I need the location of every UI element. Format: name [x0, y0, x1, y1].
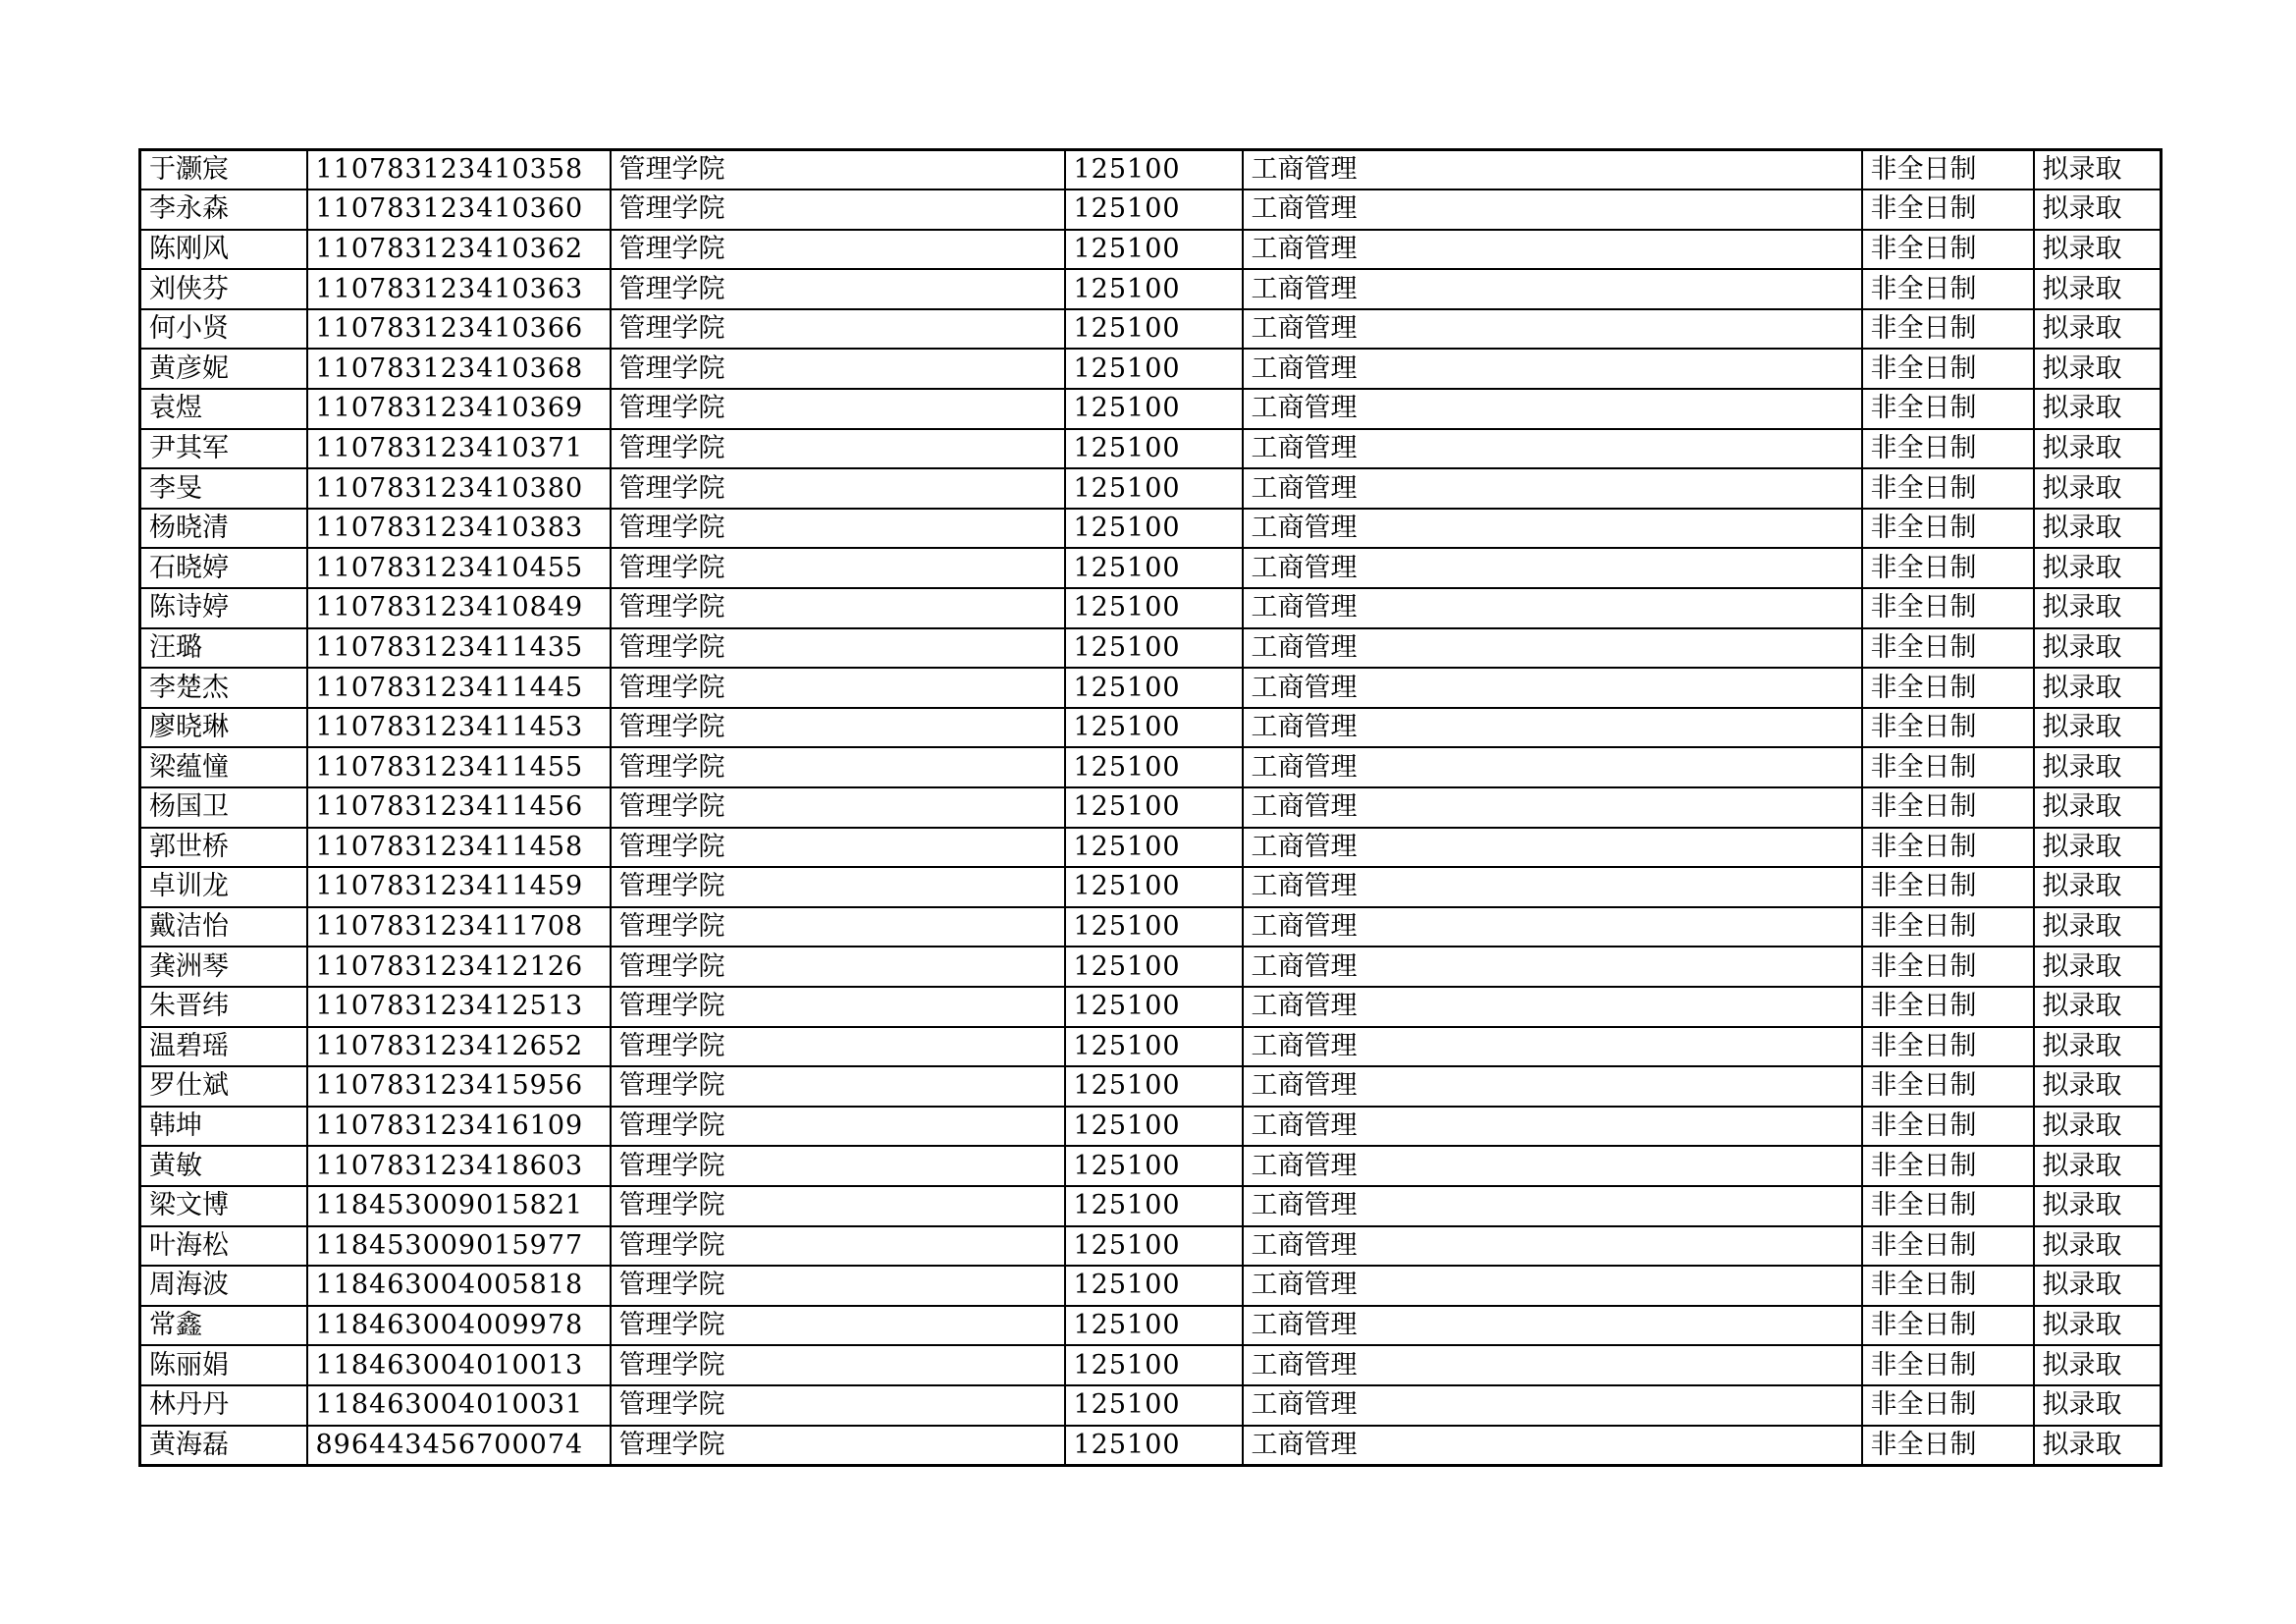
exam-id-cell: 110783123410366 [307, 309, 611, 350]
admission-status-cell: 拟录取 [2034, 1266, 2162, 1306]
major-code-cell: 125100 [1065, 309, 1243, 350]
major-name-cell: 工商管理 [1243, 309, 1862, 350]
student-name-cell: 陈丽娟 [140, 1345, 307, 1385]
exam-id-cell: 110783123410368 [307, 349, 611, 389]
exam-id-cell: 118453009015977 [307, 1226, 611, 1267]
exam-id-cell: 110783123411435 [307, 628, 611, 669]
study-mode-cell: 非全日制 [1862, 747, 2034, 787]
exam-id-cell: 110783123411456 [307, 787, 611, 828]
table-row [140, 1186, 2162, 1226]
school-cell: 管理学院 [611, 747, 1065, 787]
table-row [140, 1306, 2162, 1346]
major-code-cell: 125100 [1065, 548, 1243, 588]
major-code-cell: 125100 [1065, 230, 1243, 270]
school-cell: 管理学院 [611, 907, 1065, 947]
table-row [140, 1066, 2162, 1107]
major-code-cell: 125100 [1065, 588, 1243, 628]
table-row [140, 787, 2162, 828]
table-row [140, 468, 2162, 509]
student-name-cell: 于灏宸 [140, 150, 307, 190]
admission-status-cell: 拟录取 [2034, 1426, 2162, 1466]
exam-id-cell: 110783123410383 [307, 509, 611, 549]
study-mode-cell: 非全日制 [1862, 1385, 2034, 1426]
study-mode-cell: 非全日制 [1862, 1186, 2034, 1226]
student-name-cell: 石晓婷 [140, 548, 307, 588]
major-name-cell: 工商管理 [1243, 867, 1862, 907]
exam-id-cell: 110783123411459 [307, 867, 611, 907]
study-mode-cell: 非全日制 [1862, 947, 2034, 987]
major-code-cell: 125100 [1065, 708, 1243, 748]
study-mode-cell: 非全日制 [1862, 269, 2034, 309]
exam-id-cell: 110783123410360 [307, 189, 611, 230]
school-cell: 管理学院 [611, 708, 1065, 748]
school-cell: 管理学院 [611, 1266, 1065, 1306]
exam-id-cell: 110783123410362 [307, 230, 611, 270]
major-name-cell: 工商管理 [1243, 1345, 1862, 1385]
major-code-cell: 125100 [1065, 787, 1243, 828]
table-row [140, 1426, 2162, 1466]
major-name-cell: 工商管理 [1243, 1306, 1862, 1346]
major-code-cell: 125100 [1065, 1266, 1243, 1306]
major-code-cell: 125100 [1065, 1146, 1243, 1186]
major-name-cell: 工商管理 [1243, 1066, 1862, 1107]
exam-id-cell: 110783123415956 [307, 1066, 611, 1107]
admission-status-cell: 拟录取 [2034, 867, 2162, 907]
student-name-cell: 梁蕴憧 [140, 747, 307, 787]
study-mode-cell: 非全日制 [1862, 907, 2034, 947]
exam-id-cell: 110783123411453 [307, 708, 611, 748]
major-name-cell: 工商管理 [1243, 1385, 1862, 1426]
major-code-cell: 125100 [1065, 349, 1243, 389]
school-cell: 管理学院 [611, 1385, 1065, 1426]
study-mode-cell: 非全日制 [1862, 1345, 2034, 1385]
student-name-cell: 李楚杰 [140, 668, 307, 708]
major-code-cell: 125100 [1065, 389, 1243, 429]
student-name-cell: 朱晋纬 [140, 987, 307, 1027]
student-name-cell: 汪璐 [140, 628, 307, 669]
school-cell: 管理学院 [611, 668, 1065, 708]
study-mode-cell: 非全日制 [1862, 1146, 2034, 1186]
major-code-cell: 125100 [1065, 509, 1243, 549]
major-name-cell: 工商管理 [1243, 747, 1862, 787]
admission-status-cell: 拟录取 [2034, 309, 2162, 350]
table-row [140, 389, 2162, 429]
major-name-cell: 工商管理 [1243, 468, 1862, 509]
study-mode-cell: 非全日制 [1862, 1066, 2034, 1107]
admission-status-cell: 拟录取 [2034, 668, 2162, 708]
school-cell: 管理学院 [611, 1345, 1065, 1385]
admission-status-cell: 拟录取 [2034, 1306, 2162, 1346]
study-mode-cell: 非全日制 [1862, 230, 2034, 270]
student-name-cell: 黄海磊 [140, 1426, 307, 1466]
school-cell: 管理学院 [611, 1027, 1065, 1067]
student-name-cell: 李永森 [140, 189, 307, 230]
table-row [140, 1266, 2162, 1306]
school-cell: 管理学院 [611, 947, 1065, 987]
school-cell: 管理学院 [611, 269, 1065, 309]
admission-status-cell: 拟录取 [2034, 708, 2162, 748]
admission-status-cell: 拟录取 [2034, 1146, 2162, 1186]
study-mode-cell: 非全日制 [1862, 1027, 2034, 1067]
exam-id-cell: 110783123412513 [307, 987, 611, 1027]
major-code-cell: 125100 [1065, 747, 1243, 787]
student-name-cell: 杨晓清 [140, 509, 307, 549]
admission-status-cell: 拟录取 [2034, 907, 2162, 947]
study-mode-cell: 非全日制 [1862, 468, 2034, 509]
table-row [140, 907, 2162, 947]
study-mode-cell: 非全日制 [1862, 349, 2034, 389]
major-code-cell: 125100 [1065, 1426, 1243, 1466]
major-name-cell: 工商管理 [1243, 509, 1862, 549]
study-mode-cell: 非全日制 [1862, 787, 2034, 828]
admission-status-cell: 拟录取 [2034, 1107, 2162, 1147]
study-mode-cell: 非全日制 [1862, 389, 2034, 429]
major-name-cell: 工商管理 [1243, 1027, 1862, 1067]
school-cell: 管理学院 [611, 509, 1065, 549]
admission-status-cell: 拟录取 [2034, 1345, 2162, 1385]
study-mode-cell: 非全日制 [1862, 1426, 2034, 1466]
admission-status-cell: 拟录取 [2034, 349, 2162, 389]
major-name-cell: 工商管理 [1243, 150, 1862, 190]
student-name-cell: 罗仕斌 [140, 1066, 307, 1107]
admission-status-cell: 拟录取 [2034, 747, 2162, 787]
admission-status-cell: 拟录取 [2034, 389, 2162, 429]
table-row [140, 230, 2162, 270]
major-code-cell: 125100 [1065, 150, 1243, 190]
table-body [140, 150, 2162, 1466]
major-name-cell: 工商管理 [1243, 269, 1862, 309]
school-cell: 管理学院 [611, 150, 1065, 190]
student-name-cell: 李旻 [140, 468, 307, 509]
school-cell: 管理学院 [611, 787, 1065, 828]
table-row [140, 309, 2162, 350]
school-cell: 管理学院 [611, 468, 1065, 509]
major-name-cell: 工商管理 [1243, 1186, 1862, 1226]
student-name-cell: 尹其军 [140, 429, 307, 469]
major-name-cell: 工商管理 [1243, 230, 1862, 270]
school-cell: 管理学院 [611, 628, 1065, 669]
major-name-cell: 工商管理 [1243, 828, 1862, 868]
student-name-cell: 陈刚风 [140, 230, 307, 270]
admission-status-cell: 拟录取 [2034, 1027, 2162, 1067]
student-name-cell: 郭世桥 [140, 828, 307, 868]
major-code-cell: 125100 [1065, 947, 1243, 987]
exam-id-cell: 110783123410363 [307, 269, 611, 309]
admission-status-cell: 拟录取 [2034, 947, 2162, 987]
student-name-cell: 刘侠芬 [140, 269, 307, 309]
study-mode-cell: 非全日制 [1862, 828, 2034, 868]
student-name-cell: 林丹丹 [140, 1385, 307, 1426]
exam-id-cell: 118463004005818 [307, 1266, 611, 1306]
school-cell: 管理学院 [611, 189, 1065, 230]
table-row [140, 269, 2162, 309]
study-mode-cell: 非全日制 [1862, 429, 2034, 469]
study-mode-cell: 非全日制 [1862, 1107, 2034, 1147]
admission-status-cell: 拟录取 [2034, 548, 2162, 588]
admission-status-cell: 拟录取 [2034, 1385, 2162, 1426]
exam-id-cell: 110783123416109 [307, 1107, 611, 1147]
table-row [140, 947, 2162, 987]
table-row [140, 708, 2162, 748]
table-row [140, 349, 2162, 389]
exam-id-cell: 118463004009978 [307, 1306, 611, 1346]
exam-id-cell: 110783123410380 [307, 468, 611, 509]
admission-status-cell: 拟录取 [2034, 1066, 2162, 1107]
student-name-cell: 周海波 [140, 1266, 307, 1306]
table-row [140, 628, 2162, 669]
student-name-cell: 韩坤 [140, 1107, 307, 1147]
exam-id-cell: 110783123410371 [307, 429, 611, 469]
student-name-cell: 温碧瑶 [140, 1027, 307, 1067]
table-row [140, 1226, 2162, 1267]
major-name-cell: 工商管理 [1243, 708, 1862, 748]
student-name-cell: 叶海松 [140, 1226, 307, 1267]
exam-id-cell: 110783123410358 [307, 150, 611, 190]
study-mode-cell: 非全日制 [1862, 548, 2034, 588]
admission-status-cell: 拟录取 [2034, 787, 2162, 828]
table-row [140, 828, 2162, 868]
table-row [140, 1107, 2162, 1147]
major-name-cell: 工商管理 [1243, 1426, 1862, 1466]
table-row [140, 867, 2162, 907]
exam-id-cell: 110783123411458 [307, 828, 611, 868]
admission-status-cell: 拟录取 [2034, 468, 2162, 509]
student-name-cell: 常鑫 [140, 1306, 307, 1346]
admission-status-cell: 拟录取 [2034, 509, 2162, 549]
student-name-cell: 龚洲琴 [140, 947, 307, 987]
student-name-cell: 何小贤 [140, 309, 307, 350]
exam-id-cell: 118463004010013 [307, 1345, 611, 1385]
study-mode-cell: 非全日制 [1862, 309, 2034, 350]
student-name-cell: 戴洁怡 [140, 907, 307, 947]
major-name-cell: 工商管理 [1243, 668, 1862, 708]
admission-status-cell: 拟录取 [2034, 987, 2162, 1027]
major-name-cell: 工商管理 [1243, 548, 1862, 588]
table-row [140, 668, 2162, 708]
major-code-cell: 125100 [1065, 828, 1243, 868]
table-row [140, 548, 2162, 588]
study-mode-cell: 非全日制 [1862, 867, 2034, 907]
school-cell: 管理学院 [611, 588, 1065, 628]
table-row [140, 588, 2162, 628]
school-cell: 管理学院 [611, 429, 1065, 469]
major-code-cell: 125100 [1065, 269, 1243, 309]
major-code-cell: 125100 [1065, 429, 1243, 469]
admission-list-table [138, 148, 2163, 1467]
study-mode-cell: 非全日制 [1862, 1266, 2034, 1306]
admission-status-cell: 拟录取 [2034, 588, 2162, 628]
exam-id-cell: 110783123410849 [307, 588, 611, 628]
exam-id-cell: 110783123412126 [307, 947, 611, 987]
major-name-cell: 工商管理 [1243, 389, 1862, 429]
table-row [140, 509, 2162, 549]
major-name-cell: 工商管理 [1243, 987, 1862, 1027]
study-mode-cell: 非全日制 [1862, 509, 2034, 549]
major-name-cell: 工商管理 [1243, 1146, 1862, 1186]
school-cell: 管理学院 [611, 349, 1065, 389]
study-mode-cell: 非全日制 [1862, 1306, 2034, 1346]
study-mode-cell: 非全日制 [1862, 588, 2034, 628]
student-name-cell: 陈诗婷 [140, 588, 307, 628]
admission-status-cell: 拟录取 [2034, 150, 2162, 190]
school-cell: 管理学院 [611, 1226, 1065, 1267]
major-code-cell: 125100 [1065, 1345, 1243, 1385]
exam-id-cell: 110783123418603 [307, 1146, 611, 1186]
student-name-cell: 袁煜 [140, 389, 307, 429]
exam-id-cell: 110783123411445 [307, 668, 611, 708]
school-cell: 管理学院 [611, 828, 1065, 868]
school-cell: 管理学院 [611, 548, 1065, 588]
table-row [140, 189, 2162, 230]
school-cell: 管理学院 [611, 1186, 1065, 1226]
admission-status-cell: 拟录取 [2034, 429, 2162, 469]
major-code-cell: 125100 [1065, 1066, 1243, 1107]
admission-status-cell: 拟录取 [2034, 269, 2162, 309]
major-name-cell: 工商管理 [1243, 588, 1862, 628]
study-mode-cell: 非全日制 [1862, 987, 2034, 1027]
major-code-cell: 125100 [1065, 468, 1243, 509]
major-code-cell: 125100 [1065, 1385, 1243, 1426]
study-mode-cell: 非全日制 [1862, 1226, 2034, 1267]
major-code-cell: 125100 [1065, 628, 1243, 669]
exam-id-cell: 110783123411455 [307, 747, 611, 787]
school-cell: 管理学院 [611, 867, 1065, 907]
admission-status-cell: 拟录取 [2034, 1226, 2162, 1267]
exam-id-cell: 110783123410369 [307, 389, 611, 429]
exam-id-cell: 118463004010031 [307, 1385, 611, 1426]
school-cell: 管理学院 [611, 987, 1065, 1027]
study-mode-cell: 非全日制 [1862, 708, 2034, 748]
study-mode-cell: 非全日制 [1862, 668, 2034, 708]
major-name-cell: 工商管理 [1243, 349, 1862, 389]
major-code-cell: 125100 [1065, 907, 1243, 947]
exam-id-cell: 110783123411708 [307, 907, 611, 947]
table-row [140, 150, 2162, 190]
exam-id-cell: 110783123412652 [307, 1027, 611, 1067]
table-row [140, 747, 2162, 787]
major-code-cell: 125100 [1065, 987, 1243, 1027]
student-name-cell: 梁文博 [140, 1186, 307, 1226]
school-cell: 管理学院 [611, 1066, 1065, 1107]
study-mode-cell: 非全日制 [1862, 189, 2034, 230]
table-row [140, 429, 2162, 469]
admission-status-cell: 拟录取 [2034, 230, 2162, 270]
school-cell: 管理学院 [611, 389, 1065, 429]
admission-status-cell: 拟录取 [2034, 189, 2162, 230]
student-name-cell: 黄彦妮 [140, 349, 307, 389]
major-code-cell: 125100 [1065, 189, 1243, 230]
major-code-cell: 125100 [1065, 1186, 1243, 1226]
study-mode-cell: 非全日制 [1862, 150, 2034, 190]
major-name-cell: 工商管理 [1243, 1226, 1862, 1267]
table-row [140, 1345, 2162, 1385]
school-cell: 管理学院 [611, 1306, 1065, 1346]
student-name-cell: 杨国卫 [140, 787, 307, 828]
major-name-cell: 工商管理 [1243, 429, 1862, 469]
major-name-cell: 工商管理 [1243, 907, 1862, 947]
major-code-cell: 125100 [1065, 1306, 1243, 1346]
admission-status-cell: 拟录取 [2034, 628, 2162, 669]
table-row [140, 987, 2162, 1027]
major-name-cell: 工商管理 [1243, 947, 1862, 987]
school-cell: 管理学院 [611, 230, 1065, 270]
exam-id-cell: 110783123410455 [307, 548, 611, 588]
table-row [140, 1385, 2162, 1426]
admission-status-cell: 拟录取 [2034, 828, 2162, 868]
study-mode-cell: 非全日制 [1862, 628, 2034, 669]
school-cell: 管理学院 [611, 309, 1065, 350]
admission-status-cell: 拟录取 [2034, 1186, 2162, 1226]
major-code-cell: 125100 [1065, 1107, 1243, 1147]
major-name-cell: 工商管理 [1243, 628, 1862, 669]
student-name-cell: 廖晓琳 [140, 708, 307, 748]
major-code-cell: 125100 [1065, 867, 1243, 907]
major-code-cell: 125100 [1065, 1027, 1243, 1067]
school-cell: 管理学院 [611, 1146, 1065, 1186]
exam-id-cell: 896443456700074 [307, 1426, 611, 1466]
table-row [140, 1027, 2162, 1067]
major-code-cell: 125100 [1065, 668, 1243, 708]
school-cell: 管理学院 [611, 1107, 1065, 1147]
table-row [140, 1146, 2162, 1186]
major-name-cell: 工商管理 [1243, 1107, 1862, 1147]
exam-id-cell: 118453009015821 [307, 1186, 611, 1226]
major-name-cell: 工商管理 [1243, 189, 1862, 230]
major-name-cell: 工商管理 [1243, 787, 1862, 828]
major-name-cell: 工商管理 [1243, 1266, 1862, 1306]
student-name-cell: 卓训龙 [140, 867, 307, 907]
major-code-cell: 125100 [1065, 1226, 1243, 1267]
school-cell: 管理学院 [611, 1426, 1065, 1466]
student-name-cell: 黄敏 [140, 1146, 307, 1186]
